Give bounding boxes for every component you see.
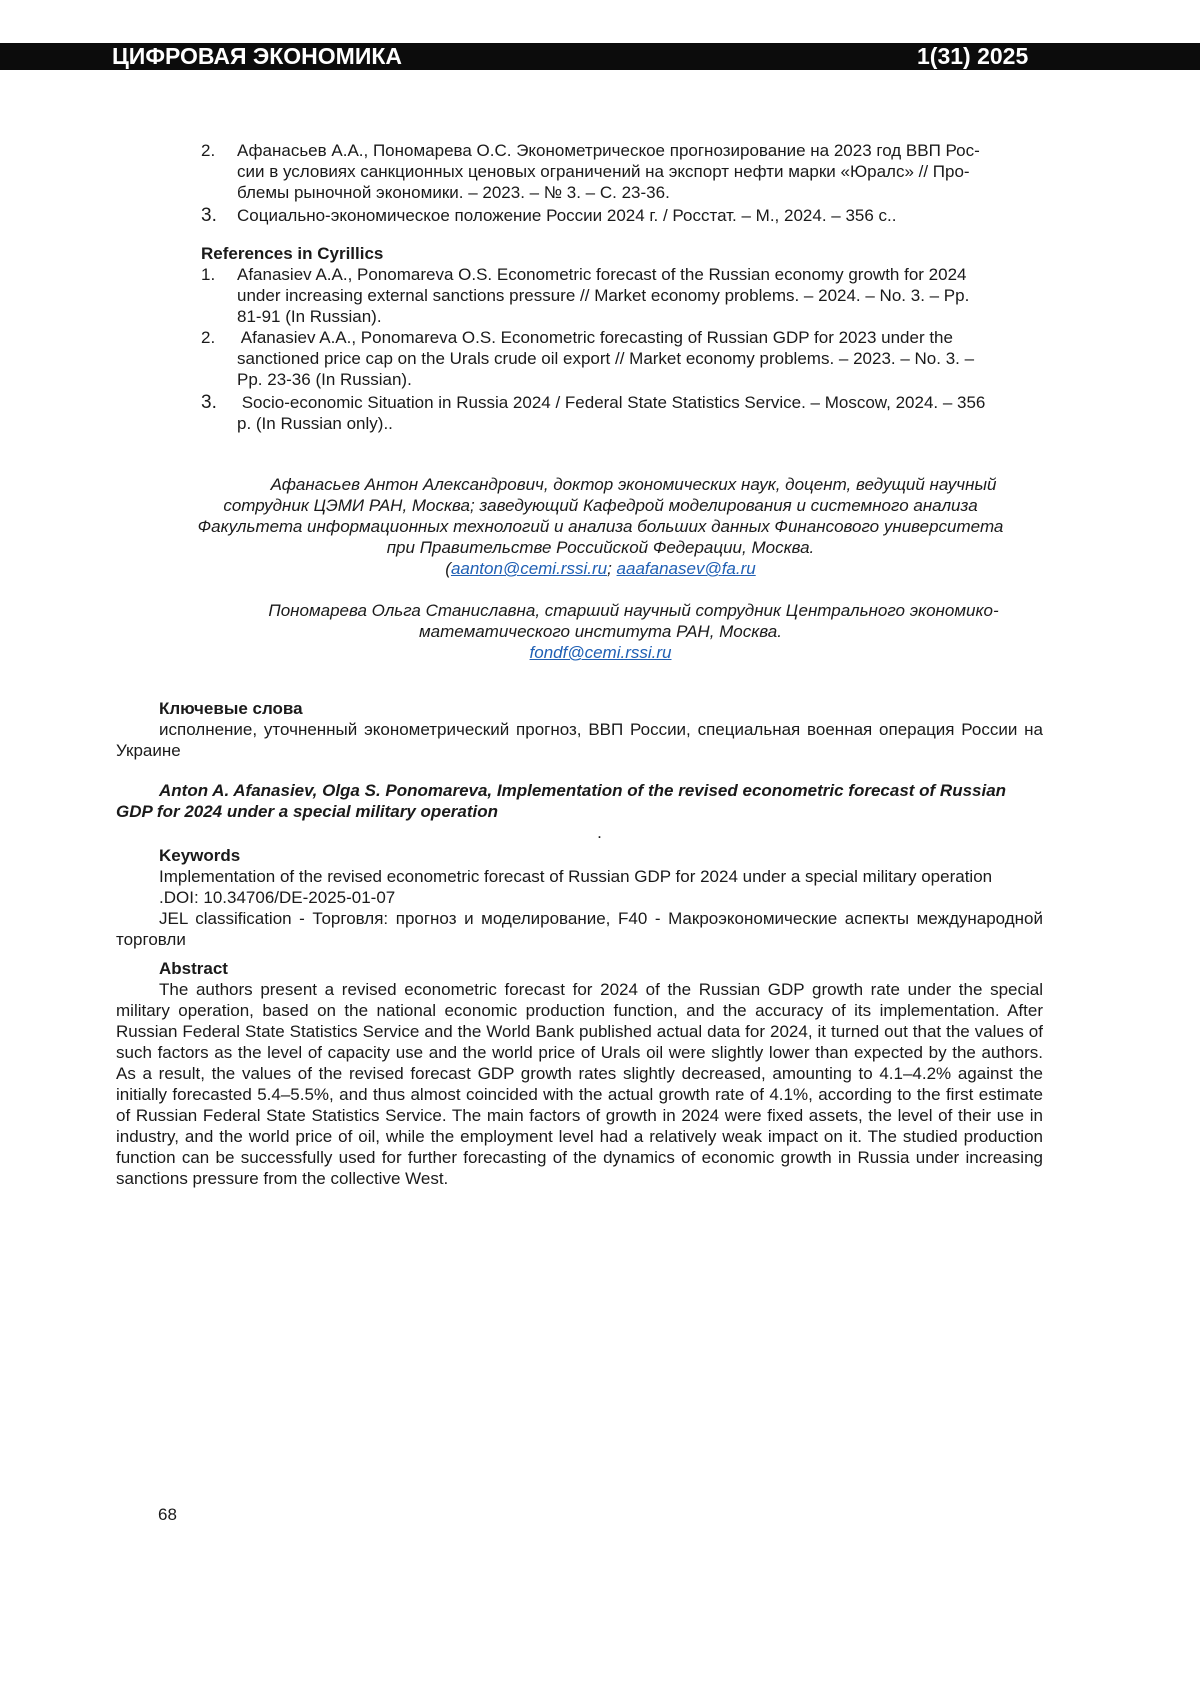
references-cyrillic-list — [158, 264, 1043, 434]
reference-number: 1. — [201, 265, 216, 284]
reference-line: Socio-economic Situation in Russia 2024 / Federal State Statistics Service. – Moscow, 2024. – 356 — [237, 393, 986, 412]
email-link-aanton[interactable]: aanton@cemi.rssi.ru — [450, 559, 608, 578]
doi: .DOI: 10.34706/DE-2025-01-07 — [159, 888, 396, 907]
references-ru-list — [158, 140, 1043, 226]
journal-header-bar — [0, 43, 1200, 70]
keywords-en-title: Keywords — [159, 846, 241, 865]
email-separator: ; — [607, 559, 617, 578]
keywords-ru-text: исполнение, уточненный эконометрический прогноз, ВВП России, специальная военная операция России на Украине — [116, 720, 1043, 760]
reference-line: sanctioned price cap on the Urals crude oil export // Market economy problems. – 2023. – No. 3. – — [237, 349, 975, 368]
keywords-en-text: Implementation of the revised econometric forecast of Russian GDP for 2024 under a special military operation — [159, 867, 993, 886]
reference-item — [158, 327, 1043, 390]
author-1-block — [158, 474, 1043, 579]
stray-dot: . — [597, 823, 602, 842]
reference-line: 81-91 (In Russian). — [237, 307, 382, 326]
reference-line: Афанасьев А.А., Пономарева О.С. Эконометрическое прогнозирование на 2023 год ВВП Рос- — [237, 141, 980, 160]
reference-line: блемы рыночной экономики. – 2023. – № 3. – С. 23-36. — [237, 183, 670, 202]
references-cyrillic-title: References in Cyrillics — [201, 244, 384, 263]
reference-line: Социально-экономическое положение России 2024 г. / Росстат. – М., 2024. – 356 с.. — [237, 206, 897, 225]
abstract-title: Abstract — [159, 959, 228, 978]
reference-item — [158, 264, 1043, 327]
reference-item — [158, 205, 1043, 226]
author-2-block — [158, 600, 1043, 663]
keywords-ru-section — [116, 698, 1043, 1189]
english-article-title: Anton A. Afanasiev, Olga S. Ponomareva, Implementation of the revised econometric forecast of Russian GDP for 2024 under a special military operation — [116, 781, 1007, 821]
author-1-line: Факультета информационных технологий и анализа больших данных Финансового университета — [197, 517, 1004, 536]
reference-item — [158, 392, 1043, 434]
author-1-line: при Правительстве Российской Федерации, Москва. — [386, 538, 815, 557]
page-number: 68 — [158, 1505, 177, 1524]
author-2-line: математического института РАН, Москва. — [419, 622, 782, 641]
abstract-text: The authors present a revised econometric forecast for 2024 of the Russian GDP growth rate under the special military operation, based on the national economic production function, and the accuracy of its implementation. After Russian Federal State Statistics Service and the World Bank published actual data for 2024, it turned out that the values of such factors as the level of capacity use and the world price of Urals oil were slightly lower than expected by the authors. As a result, the values of the revised forecast GDP growth rates slightly decreased, amounting to 4.1–4.2% against the initially forecasted 5.4–5.5%, and thus almost coincided with the actual growth rate of 4.1%, according to the first estimate of Russian Federal State Statistics Service. The main factors of growth in 2024 were fixed assets, the level of their use in industry, and the world price of oil, while the employment level had a relatively weak impact on it. The studied production function can be successfully used for further forecasting of the dynamics of economic growth in Russia under increasing sanctions pressure from the collective West. — [116, 980, 1043, 1188]
jel-classification: JEL classification - Торговля: прогноз и моделирование, F40 - Макроэкономические аспекты международной торговли — [116, 909, 1043, 949]
author-1-line: сотрудник ЦЭМИ РАН, Москва; заведующий Кафедрой моделирования и системного анализа — [223, 496, 978, 515]
open-paren: ( — [445, 559, 451, 578]
reference-line: сии в условиях санкционных ценовых ограничений на экспорт нефти марки «Юралс» // Про- — [237, 162, 970, 181]
issue-number: 1(31) 2025 — [917, 43, 1029, 69]
reference-line: Afanasiev A.A., Ponomareva O.S. Econometric forecasting of Russian GDP for 2023 under the — [237, 328, 953, 347]
author-1-emails — [158, 558, 1043, 579]
reference-item — [158, 140, 1043, 203]
reference-number: 2. — [201, 141, 216, 160]
reference-line: Afanasiev A.A., Ponomareva O.S. Econometric forecast of the Russian economy growth for 2024 — [237, 265, 967, 284]
reference-number: 2. — [201, 328, 216, 347]
journal-title: ЦИФРОВАЯ ЭКОНОМИКА — [112, 43, 403, 69]
reference-line: under increasing external sanctions pressure // Market economy problems. – 2024. – No. 3. – Pp. — [237, 286, 970, 305]
keywords-ru-title: Ключевые слова — [159, 699, 303, 718]
author-2-line: Пономарева Ольга Станиславна, старший научный сотрудник Центрального экономико- — [268, 601, 999, 620]
reference-line: Pp. 23-36 (In Russian). — [237, 370, 412, 389]
page-content — [116, 140, 1043, 1189]
email-link-fondf[interactable]: fondf@cemi.rssi.ru — [529, 643, 672, 662]
reference-number: 3. — [201, 205, 217, 226]
reference-line: p. (In Russian only).. — [237, 414, 393, 433]
email-link-aaafanasev[interactable]: aaafanasev@fa.ru — [616, 559, 756, 578]
reference-number: 3. — [201, 392, 217, 413]
author-1-line: Афанасьев Антон Александрович, доктор экономических наук, доцент, ведущий научный — [270, 475, 997, 494]
